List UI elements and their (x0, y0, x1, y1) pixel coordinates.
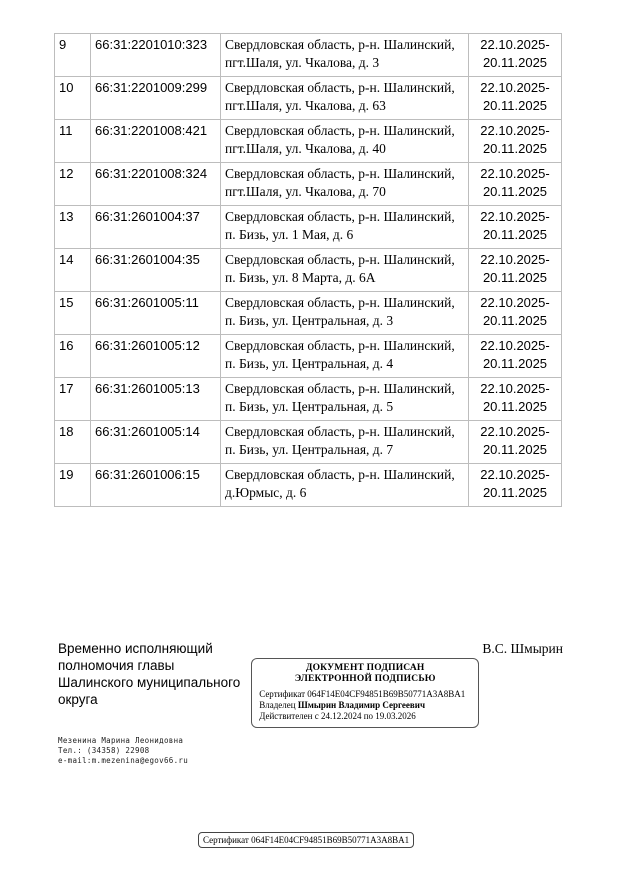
stamp-title-line: ДОКУМЕНТ ПОДПИСАН (305, 663, 425, 673)
date-from: 22.10.2025- (480, 295, 550, 310)
row-number: 18 (55, 421, 91, 464)
address: Свердловская область, р-н. Шалинский, пгт.Шаля, ул. Чкалова, д. 70 (221, 163, 469, 206)
stamp-owner-label: Владелец (259, 700, 296, 710)
stamp-column (248, 640, 482, 728)
address: Свердловская область, р-н. Шалинский, пгт.Шаля, ул. Чкалова, д. 63 (221, 77, 469, 120)
electronic-signature-stamp (251, 658, 479, 728)
signer-position-line: полномочия главы (58, 658, 175, 673)
date-to: 20.11.2025 (482, 356, 548, 371)
date-from: 22.10.2025- (480, 381, 550, 396)
date-range (469, 378, 562, 421)
row-number: 14 (55, 249, 91, 292)
date-range (469, 34, 562, 77)
cadastral-number: 66:31:2201009:299 (91, 77, 221, 120)
objects-table (54, 33, 562, 507)
table-row (55, 378, 562, 421)
cadastral-number: 66:31:2601005:14 (91, 421, 221, 464)
address: Свердловская область, р-н. Шалинский, п. Бизь, ул. Центральная, д. 3 (221, 292, 469, 335)
date-from: 22.10.2025- (480, 37, 550, 52)
date-range (469, 120, 562, 163)
contact-name: Мезенина Марина Леонидовна (58, 736, 184, 745)
stamp-owner-value: Шмырин Владимир Сергеевич (297, 700, 426, 710)
signer-name: В.С. Шмырин (482, 641, 563, 656)
row-number: 9 (55, 34, 91, 77)
stamp-owner (252, 700, 478, 711)
address: Свердловская область, р-н. Шалинский, пгт.Шаля, ул. Чкалова, д. 40 (221, 120, 469, 163)
signer-position (58, 640, 248, 708)
cadastral-number: 66:31:2601006:15 (91, 464, 221, 507)
date-to: 20.11.2025 (482, 399, 548, 414)
date-from: 22.10.2025- (480, 338, 550, 353)
stamp-certificate (252, 689, 478, 700)
table-row (55, 421, 562, 464)
date-range (469, 464, 562, 507)
address: Свердловская область, р-н. Шалинский, п. Бизь, ул. Центральная, д. 4 (221, 335, 469, 378)
date-to: 20.11.2025 (482, 141, 548, 156)
table-row (55, 249, 562, 292)
stamp-validity: Действителен с 24.12.2024 по 19.03.2026 (259, 711, 416, 721)
signer-position-line: округа (58, 692, 98, 707)
table-row (55, 292, 562, 335)
signer-position-line: Временно исполняющий (58, 641, 213, 656)
date-from: 22.10.2025- (480, 252, 550, 267)
contact-email: e-mail:m.mezenina@egov66.ru (58, 756, 189, 765)
table-row (55, 335, 562, 378)
contact-phone: Тел.: (34358) 22908 (58, 746, 150, 755)
date-range (469, 421, 562, 464)
address: Свердловская область, р-н. Шалинский, п. Бизь, ул. Центральная, д. 5 (221, 378, 469, 421)
row-number: 19 (55, 464, 91, 507)
cadastral-number: 66:31:2201008:421 (91, 120, 221, 163)
cadastral-number: 66:31:2201008:324 (91, 163, 221, 206)
stamp-title-line: ЭЛЕКТРОННОЙ ПОДПИСЬЮ (294, 674, 436, 684)
cadastral-number: 66:31:2601004:37 (91, 206, 221, 249)
address: Свердловская область, р-н. Шалинский, д.Юрмыс, д. 6 (221, 464, 469, 507)
cadastral-number: 66:31:2201010:323 (91, 34, 221, 77)
date-from: 22.10.2025- (480, 467, 550, 482)
row-number: 10 (55, 77, 91, 120)
date-to: 20.11.2025 (482, 485, 548, 500)
signature-row (58, 640, 563, 728)
date-range (469, 206, 562, 249)
table-row (55, 77, 562, 120)
table-row (55, 120, 562, 163)
cadastral-number: 66:31:2601004:35 (91, 249, 221, 292)
date-to: 20.11.2025 (482, 442, 548, 457)
date-to: 20.11.2025 (482, 227, 548, 242)
date-from: 22.10.2025- (480, 123, 550, 138)
address: Свердловская область, р-н. Шалинский, п. Бизь, ул. 1 Мая, д. 6 (221, 206, 469, 249)
row-number: 15 (55, 292, 91, 335)
date-range (469, 335, 562, 378)
date-from: 22.10.2025- (480, 166, 550, 181)
stamp-certificate-label: Сертификат (259, 689, 306, 699)
address: Свердловская область, р-н. Шалинский, п. Бизь, ул. 8 Марта, д. 6А (221, 249, 469, 292)
table-row (55, 163, 562, 206)
date-from: 22.10.2025- (480, 80, 550, 95)
address: Свердловская область, р-н. Шалинский, п. Бизь, ул. Центральная, д. 7 (221, 421, 469, 464)
table-row (55, 34, 562, 77)
row-number: 12 (55, 163, 91, 206)
date-range (469, 292, 562, 335)
footer-certificate: Сертификат 064F14E04CF94851B69B50771A3A8BA1 (198, 832, 414, 848)
address: Свердловская область, р-н. Шалинский, пгт.Шаля, ул. Чкалова, д. 3 (221, 34, 469, 77)
row-number: 16 (55, 335, 91, 378)
signature-section (58, 640, 563, 766)
date-range (469, 77, 562, 120)
table-row (55, 464, 562, 507)
stamp-title (252, 663, 478, 685)
date-to: 20.11.2025 (482, 313, 548, 328)
cadastral-number: 66:31:2601005:13 (91, 378, 221, 421)
date-from: 22.10.2025- (480, 424, 550, 439)
objects-table-container (54, 33, 562, 507)
date-from: 22.10.2025- (480, 209, 550, 224)
date-range (469, 249, 562, 292)
date-to: 20.11.2025 (482, 184, 548, 199)
stamp-certificate-value: 064F14E04CF94851B69B50771A3A8BA1 (307, 689, 466, 699)
row-number: 13 (55, 206, 91, 249)
date-to: 20.11.2025 (482, 98, 548, 113)
table-row (55, 206, 562, 249)
signer-position-line: Шалинского муниципального (58, 675, 241, 690)
date-to: 20.11.2025 (482, 270, 548, 285)
row-number: 17 (55, 378, 91, 421)
contact-info (58, 736, 563, 766)
date-to: 20.11.2025 (482, 55, 548, 70)
cadastral-number: 66:31:2601005:11 (91, 292, 221, 335)
cadastral-number: 66:31:2601005:12 (91, 335, 221, 378)
date-range (469, 163, 562, 206)
row-number: 11 (55, 120, 91, 163)
